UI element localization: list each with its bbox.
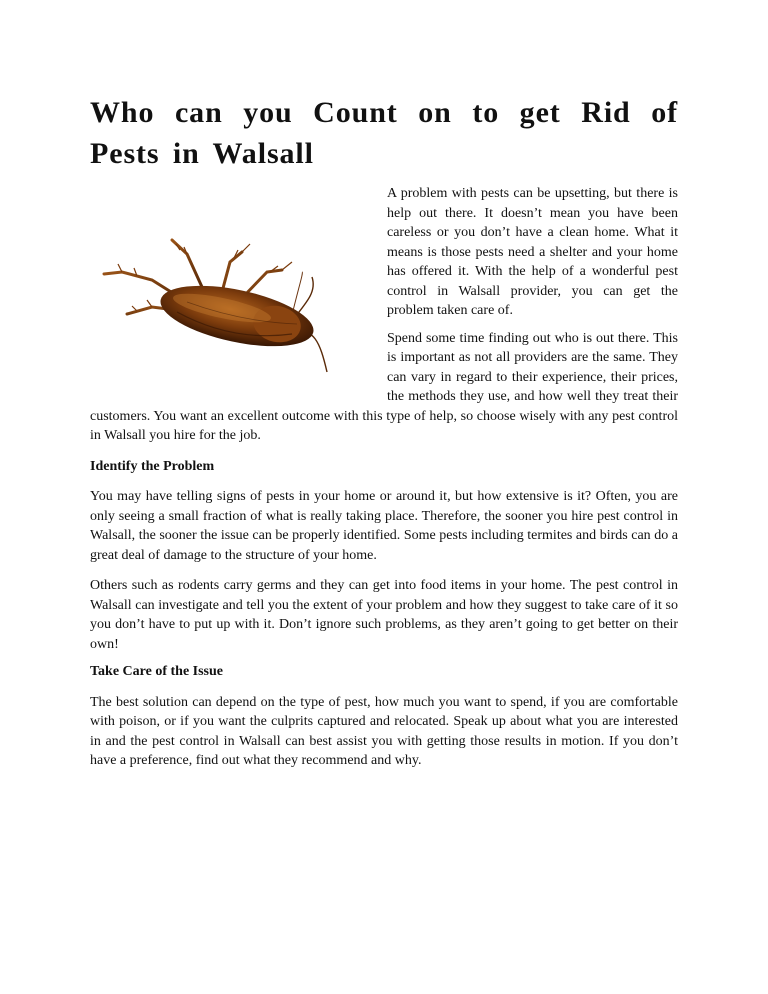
providers-paragraph: Spend some time finding out who is out there. This is important as not all providers are the same. They can vary in regard to their experience, their prices, the methods they use, and how well they treat their customers. You want an excellent outcome with this type of help, so choose wisely with any pest control in Walsall you hire for the job. bbox=[90, 330, 678, 443]
rodents-paragraph: Others such as rodents carry germs and they can get into food items in your home. The pest control in Walsall can investigate and tell you the extent of your problem and how they suggest to take care of it so you don’t have to put up with it. Don’t ignore such problems, as they aren’t going to get better on their own! bbox=[90, 578, 678, 652]
image-wrap-spacer bbox=[90, 184, 387, 398]
section-heading-identify: Identify the Problem bbox=[90, 458, 215, 474]
section-heading-care: Take Care of the Issue bbox=[90, 664, 224, 679]
page-title: Who can you Count on to get Rid of Pests in Walsall bbox=[90, 96, 678, 170]
article-body bbox=[90, 184, 678, 779]
signs-paragraph: You may have telling signs of pests in your home or around it, but how extensive is it? Often, you are only seeing a small fraction of what is really taking place. Therefore, the sooner you hire pest control in Walsall, the sooner the issue can be properly identified. Some pests including termites and birds can do a great deal of damage to the structure of your home. bbox=[90, 489, 678, 563]
intro-paragraph: A problem with pests can be upsetting, but there is help out there. It doesn’t mean you have been careless or you don’t have a clean home. What it means is those pests need a shelter and your home has offered it. With the help of a wonderful pest control in Walsall provider, you can get the problem taken care of. bbox=[387, 186, 678, 318]
solution-paragraph: The best solution can depend on the type of pest, how much you want to spend, if you are comfortable with poison, or if you want the culprits captured and relocated. Speak up about what you are interested in and the pest control in Walsall can best assist you with getting those results in motion. If you don’t have a preference, find out what they recommend and why. bbox=[90, 694, 678, 768]
